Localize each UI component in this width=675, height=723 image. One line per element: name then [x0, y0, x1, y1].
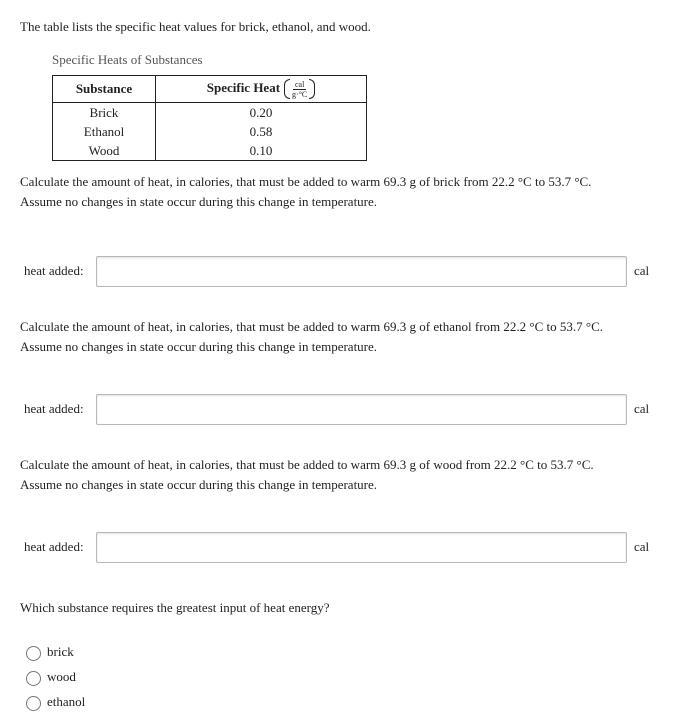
option-label-ethanol[interactable]: ethanol	[47, 694, 86, 709]
unit-numerator: cal	[294, 79, 305, 89]
heat-added-label-ethanol: heat added:	[24, 401, 84, 416]
heat-added-input-ethanol[interactable]	[96, 394, 627, 425]
option-label-wood[interactable]: wood	[47, 669, 76, 684]
specific-heat-label: Specific Heat	[206, 79, 281, 95]
question-line: Calculate the amount of heat, in calories, that must be added to warm 69.3 g of brick from 22.2 °C to 53.7 °C.	[20, 174, 592, 189]
specific-heat-cell: 0.10	[156, 141, 367, 161]
substance-cell: Ethanol	[53, 122, 156, 141]
table-row	[53, 122, 367, 141]
question-line: Assume no changes in state occur during this change in temperature.	[20, 194, 378, 209]
specific-heat-cell: 0.20	[156, 103, 367, 123]
specific-heat-table	[52, 75, 367, 161]
question-ethanol	[20, 317, 603, 357]
unit-denominator: g·°C	[292, 89, 308, 99]
unit-label-wood: cal	[634, 539, 650, 554]
right-paren	[309, 79, 315, 99]
table-row	[53, 141, 367, 161]
question-wood	[20, 455, 594, 495]
question-line: Assume no changes in state occur during this change in temperature.	[20, 339, 378, 354]
unit-label-brick: cal	[634, 263, 650, 278]
heat-added-label-wood: heat added:	[24, 539, 84, 554]
radio-wood[interactable]	[26, 671, 41, 686]
option-label-brick[interactable]: brick	[47, 644, 74, 659]
radio-brick[interactable]	[26, 646, 41, 661]
heat-added-input-brick[interactable]	[96, 256, 627, 287]
column-header-specific-heat	[156, 76, 367, 103]
table-row	[53, 103, 367, 123]
heat-added-input-wood[interactable]	[96, 532, 627, 563]
specific-heat-unit	[284, 79, 315, 99]
substance-cell: Brick	[53, 103, 156, 123]
column-header-substance: Substance	[53, 76, 156, 103]
substance-cell: Wood	[53, 141, 156, 161]
radio-ethanol[interactable]	[26, 696, 41, 711]
left-paren	[284, 79, 290, 99]
question-line: Calculate the amount of heat, in calories, that must be added to warm 69.3 g of wood from 22.2 °C to 53.7 °C.	[20, 457, 594, 472]
table-header-row	[53, 76, 367, 103]
unit-label-ethanol: cal	[634, 401, 650, 416]
final-question-prompt: Which substance requires the greatest input of heat energy?	[20, 600, 330, 615]
unit-fraction	[292, 80, 307, 99]
question-line: Calculate the amount of heat, in calories, that must be added to warm 69.3 g of ethanol from 22.2 °C to 53.7 °C.	[20, 319, 603, 334]
intro-text: The table lists the specific heat values for brick, ethanol, and wood.	[20, 19, 371, 34]
specific-heat-cell: 0.58	[156, 122, 367, 141]
question-line: Assume no changes in state occur during this change in temperature.	[20, 477, 378, 492]
heat-added-label-brick: heat added:	[24, 263, 84, 278]
question-brick	[20, 172, 591, 212]
table-caption: Specific Heats of Substances	[52, 52, 203, 67]
